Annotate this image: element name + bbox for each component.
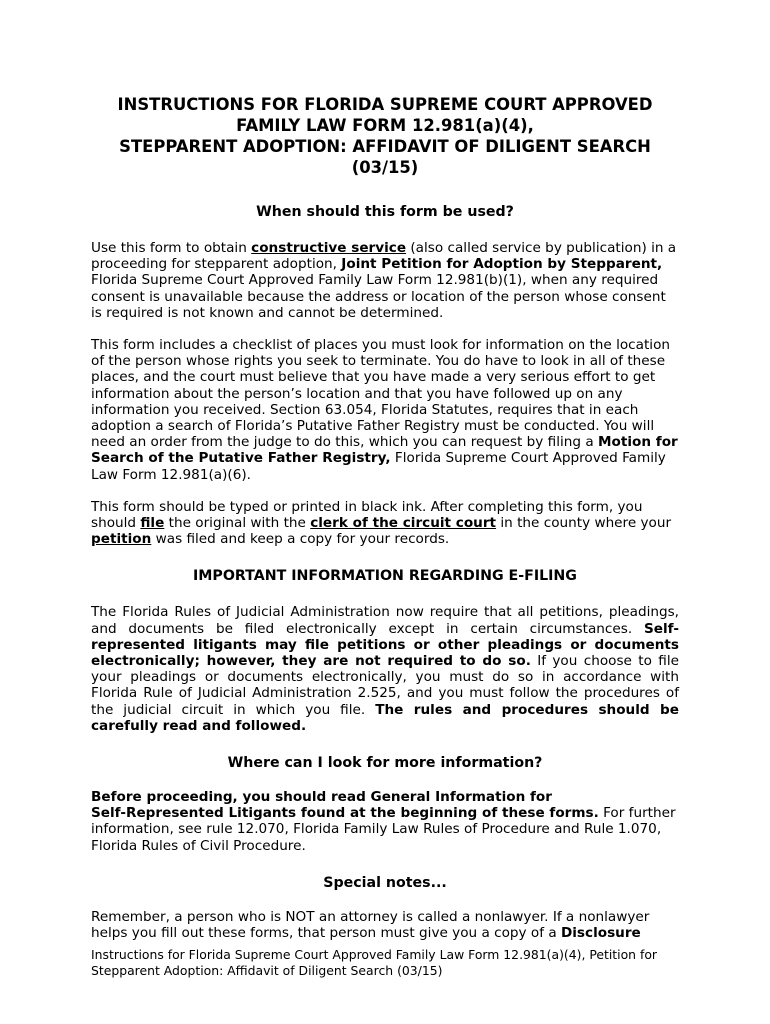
document-page xyxy=(91,94,679,941)
form-name-joint-petition: Joint Petition for Adoption by Stepparent, xyxy=(341,256,663,273)
bold-before-proceeding: Before proceeding, you should read General Information for xyxy=(91,789,552,806)
term-petition[interactable]: petition xyxy=(91,531,152,548)
form-name-motion-search: Motion for Search of the Putative Father Registry, xyxy=(91,434,678,467)
bold-self-represented: Self-represented litigants may file petitions or other pleadings or documents electronically; however, they are not required to do so. xyxy=(91,620,679,670)
text-span: Florida Supreme Court Approved Family Law Form 12.981(b)(1), when any required consent is unavailable because the address or location of the person whose consent is required is not known and cannot be determined. xyxy=(91,272,666,321)
text-span: (also called service by publication) in a proceeding for stepparent adoption, xyxy=(91,240,677,273)
bold-disclosure: Disclosure xyxy=(560,925,641,942)
paragraph-checklist xyxy=(91,337,679,483)
title-line-1: INSTRUCTIONS FOR FLORIDA SUPREME COURT APPROVED xyxy=(117,95,653,114)
title-line-4: (03/15) xyxy=(351,158,419,177)
bold-self-represented-litigants: Self-Represented Litigants found at the beginning of these forms. xyxy=(91,805,599,822)
term-constructive-service[interactable]: constructive service xyxy=(251,240,407,256)
text-span: the original with the xyxy=(164,515,311,532)
footer-line-1: Instructions for Florida Supreme Court Approved Family Law Form 12.981(a)(4), Petition for xyxy=(91,947,658,962)
text-span: Florida Supreme Court Approved Family Law Form 12.981(a)(6). xyxy=(91,450,666,483)
text-span: Use this form to obtain xyxy=(91,240,252,256)
text-span: Remember, a person who is NOT an attorney is called a nonlawyer. If a nonlawyer helps you fill out these forms, that person must give you a copy of a xyxy=(91,908,650,942)
text-span: in the county where your xyxy=(496,515,672,532)
title-line-3: STEPPARENT ADOPTION: AFFIDAVIT OF DILIGENT SEARCH xyxy=(119,137,651,156)
text-span: For further information, see rule 12.070, Florida Family Law Rules of Procedure and Rule 1.070, Florida Rules of Civil Procedure. xyxy=(91,805,676,854)
paragraph-special-notes xyxy=(91,909,679,941)
footer-line-2: Stepparent Adoption: Affidavit of Diligent Search (03/15) xyxy=(91,962,443,978)
heading-more-information: Where can I look for more information? xyxy=(227,755,543,772)
document-title xyxy=(91,94,679,178)
heading-special-notes: Special notes... xyxy=(323,874,447,891)
heading-when-used: When should this form be used? xyxy=(256,204,514,220)
title-line-2: FAMILY LAW FORM 12.981(a)(4), xyxy=(236,116,534,135)
term-file[interactable]: file xyxy=(140,515,165,532)
paragraph-e-filing xyxy=(91,604,679,734)
text-span: This form should be typed or printed in black ink. After completing this form, you should xyxy=(91,498,643,532)
page-footer xyxy=(91,947,691,978)
paragraph-constructive-service xyxy=(91,240,679,321)
bold-rules-procedures: The rules and procedures should be carefully read and followed. xyxy=(91,701,679,734)
term-clerk-of-circuit-court[interactable]: clerk of the circuit court xyxy=(310,515,497,532)
heading-e-filing: IMPORTANT INFORMATION REGARDING E-FILING xyxy=(193,568,577,585)
text-span: The Florida Rules of Judicial Administration now require that all petitions, pleadings, and documents be filed electronically except in certain circumstances. xyxy=(91,604,679,637)
text-span: This form includes a checklist of places you must look for information on the location of the person whose rights you seek to terminate. You do have to look in all of these places, and the court must believe that you have made a very serious effort to get information about the person’s location and that you have followed up on any information you received. Section 63.054, Florida Statutes, requires that in each adoption a search of Florida’s Putative Father Registry must be conducted. You will need an order from the judge to do this, which you can request by filing a xyxy=(91,337,671,451)
text-span: If you choose to file your pleadings or documents electronically, you must do so in accordance with Florida Rule of Judicial Administration 2.525, and you must follow the procedures of the judicial circuit in which you file. xyxy=(91,653,679,718)
text-span: was filed and keep a copy for your records. xyxy=(151,531,450,548)
paragraph-filing xyxy=(91,499,679,548)
paragraph-more-information xyxy=(91,789,679,854)
